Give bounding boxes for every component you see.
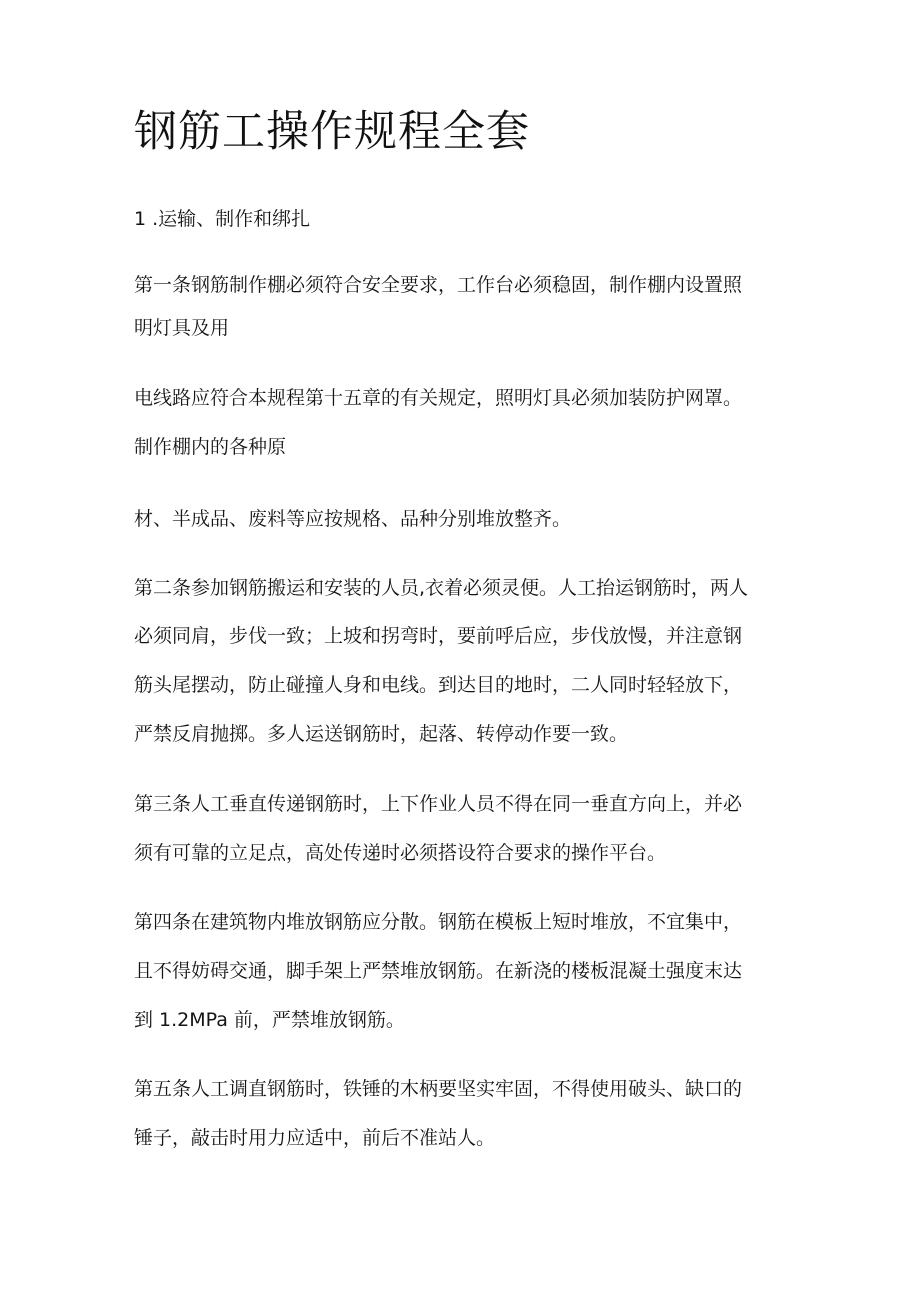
paragraph-line: 第四条在建筑物内堆放钢筋应分散。钢筋在模板上短时堆放，不宜集中， xyxy=(134,911,743,933)
paragraph-line: 且不得妨碍交通，脚手架上严禁堆放钢筋。在新浇的楼板混凝土强度末达 xyxy=(134,960,743,982)
paragraph-line: 锤子，敲击时用力应适中，前后不准站人。 xyxy=(134,1127,496,1149)
paragraph-line: 第一条钢筋制作棚必须符合安全要求，工作台必须稳固，制作棚内设置照 xyxy=(134,274,743,296)
paragraph-line: 必须同肩，步伐一致；上坡和拐弯时，要前呼后应，步伐放慢，并注意钢 xyxy=(134,625,743,647)
paragraph-line: 严禁反肩抛掷。多人运送钢筋时，起落、转停动作要一致。 xyxy=(134,723,629,745)
paragraph-line: 筋头尾摆动，防止碰撞人身和电线。到达目的地时，二人同时轻轻放下， xyxy=(134,674,743,696)
document-title: 钢筋工操作规程全套 xyxy=(134,107,530,157)
section-heading: 1 .运输、制作和绑扎 xyxy=(134,208,311,230)
paragraph-line: 第三条人工垂直传递钢筋时，上下作业人员不得在同一垂直方向上，并必 xyxy=(134,793,743,815)
paragraph-line: 材、半成品、废料等应按规格、品种分别堆放整齐。 xyxy=(134,508,572,530)
paragraph-line: 电线路应符合本规程第十五章的有关规定，照明灯具必须加装防护网罩。 xyxy=(134,387,743,409)
paragraph-line: 须有可靠的立足点，高处传递时必须搭设符合要求的操作平台。 xyxy=(134,842,667,864)
paragraph-line: 明灯具及用 xyxy=(134,317,230,339)
paragraph-line: 第二条参加钢筋搬运和安装的人员,衣着必须灵便。人工抬运钢筋时，两人 xyxy=(134,577,749,599)
paragraph-line: 制作棚内的各种原 xyxy=(134,436,287,458)
paragraph-line: 到 1.2MPa 前，严禁堆放钢筋。 xyxy=(134,1009,405,1031)
paragraph-line: 第五条人工调直钢筋时，铁锤的木柄要坚实牢固，不得使用破头、缺口的 xyxy=(134,1078,743,1100)
